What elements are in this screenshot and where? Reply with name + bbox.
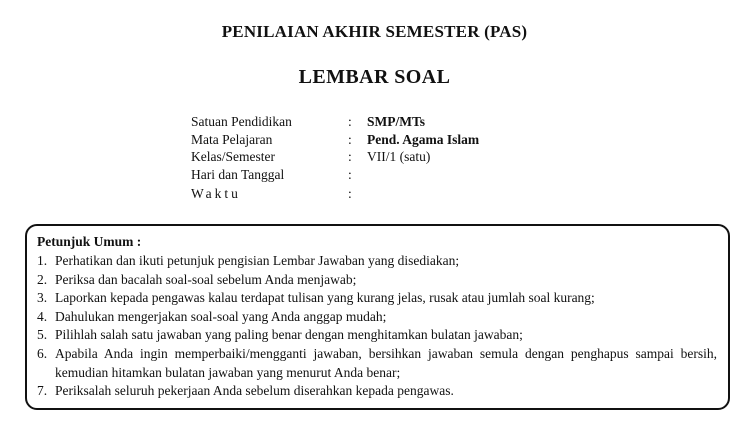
- info-colon: :: [348, 166, 352, 182]
- instruction-item: [37, 289, 717, 308]
- instruction-number: 4.: [37, 308, 48, 324]
- instruction-text: Apabila Anda ingin memperbaiki/mengganti jawaban, bersihkan jawaban semula dengan penghapus sampai bersih, kemudian hitamkan bulatan jawaban yang menurut Anda benar;: [55, 345, 717, 380]
- info-label: Hari dan Tanggal: [191, 166, 285, 182]
- instruction-number: 5.: [37, 327, 48, 343]
- instruction-text: Pilihlah salah satu jawaban yang paling benar dengan menghitamkan bulatan jawaban;: [55, 327, 523, 343]
- instruction-text: Periksalah seluruh pekerjaan Anda sebelum diserahkan kepada pengawas.: [55, 383, 454, 399]
- instruction-item: [37, 252, 717, 271]
- instruction-number: 1.: [37, 253, 48, 268]
- instruction-item: [37, 271, 717, 290]
- document-title: PENILAIAN AKHIR SEMESTER (PAS): [221, 22, 528, 41]
- info-label: Waktu: [191, 186, 241, 201]
- info-colon: :: [348, 186, 352, 201]
- info-label: Kelas/Semester: [191, 149, 275, 164]
- instruction-item: [37, 308, 717, 327]
- info-row-kelas-semester: [191, 148, 611, 166]
- instruction-number: 7.: [37, 383, 48, 399]
- document-subtitle: LEMBAR SOAL: [298, 66, 451, 88]
- instructions-list: [37, 252, 717, 401]
- instruction-text: Dahulukan mengerjakan soal-soal yang Anda anggap mudah;: [55, 308, 387, 324]
- info-row-hari-tanggal: [191, 166, 611, 184]
- info-colon: :: [348, 131, 352, 147]
- info-value: Pend. Agama Islam: [367, 131, 480, 147]
- info-value: VII/1 (satu): [367, 149, 431, 164]
- instruction-text: Laporkan kepada pengawas kalau terdapat tulisan yang kurang jelas, rusak atau jumlah soal kurang;: [55, 290, 595, 306]
- instruction-number: 2.: [37, 271, 48, 287]
- instruction-item: [37, 326, 717, 345]
- exam-info-table: [191, 113, 611, 203]
- info-colon: :: [348, 149, 352, 164]
- instruction-item: [37, 345, 717, 382]
- instruction-text: Perhatikan dan ikuti petunjuk pengisian Lembar Jawaban yang disediakan;: [55, 253, 460, 268]
- info-label: Mata Pelajaran: [191, 131, 273, 147]
- instruction-text: Periksa dan bacalah soal-soal sebelum Anda menjawab;: [55, 271, 357, 287]
- info-label: Satuan Pendidikan: [191, 114, 292, 129]
- instruction-number: 6.: [37, 345, 48, 361]
- instruction-item: [37, 382, 717, 401]
- info-value: SMP/MTs: [367, 114, 426, 129]
- info-row-waktu: [191, 185, 611, 203]
- info-row-satuan-pendidikan: [191, 113, 611, 131]
- instruction-number: 3.: [37, 290, 48, 306]
- info-colon: :: [348, 114, 352, 129]
- info-row-mata-pelajaran: [191, 131, 611, 149]
- instructions-heading: Petunjuk Umum :: [37, 234, 142, 249]
